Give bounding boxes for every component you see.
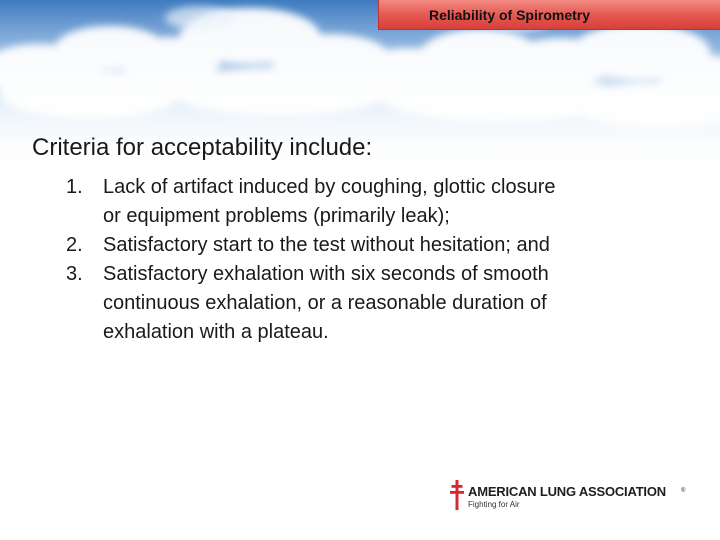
registered-mark: ® — [681, 488, 686, 494]
criteria-item — [66, 173, 706, 231]
criteria-line: Lack of artifact induced by coughing, glottic closure — [103, 176, 556, 198]
intro-text: Criteria for acceptability include: — [32, 134, 373, 161]
criteria-item — [66, 260, 706, 347]
criteria-line: Satisfactory exhalation with six seconds of smooth — [103, 263, 549, 285]
double-barred-cross-icon — [450, 480, 464, 510]
title-banner — [378, 0, 720, 30]
american-lung-association-logo — [450, 480, 690, 514]
slide-title: Reliability of Spirometry — [428, 7, 591, 23]
criteria-number: 3. — [66, 263, 83, 285]
logo-name: AMERICAN LUNG ASSOCIATION — [468, 484, 666, 499]
criteria-line: exhalation with a plateau. — [103, 321, 329, 343]
criteria-number: 2. — [66, 234, 83, 256]
criteria-line: or equipment problems (primarily leak); — [103, 205, 450, 227]
criteria-line: continuous exhalation, or a reasonable duration of — [103, 292, 547, 314]
logo-tagline: Fighting for Air — [468, 500, 520, 509]
criteria-line: Satisfactory start to the test without hesitation; and — [103, 234, 550, 256]
criteria-item — [66, 231, 706, 260]
criteria-number: 1. — [66, 176, 83, 198]
criteria-list — [66, 173, 706, 347]
